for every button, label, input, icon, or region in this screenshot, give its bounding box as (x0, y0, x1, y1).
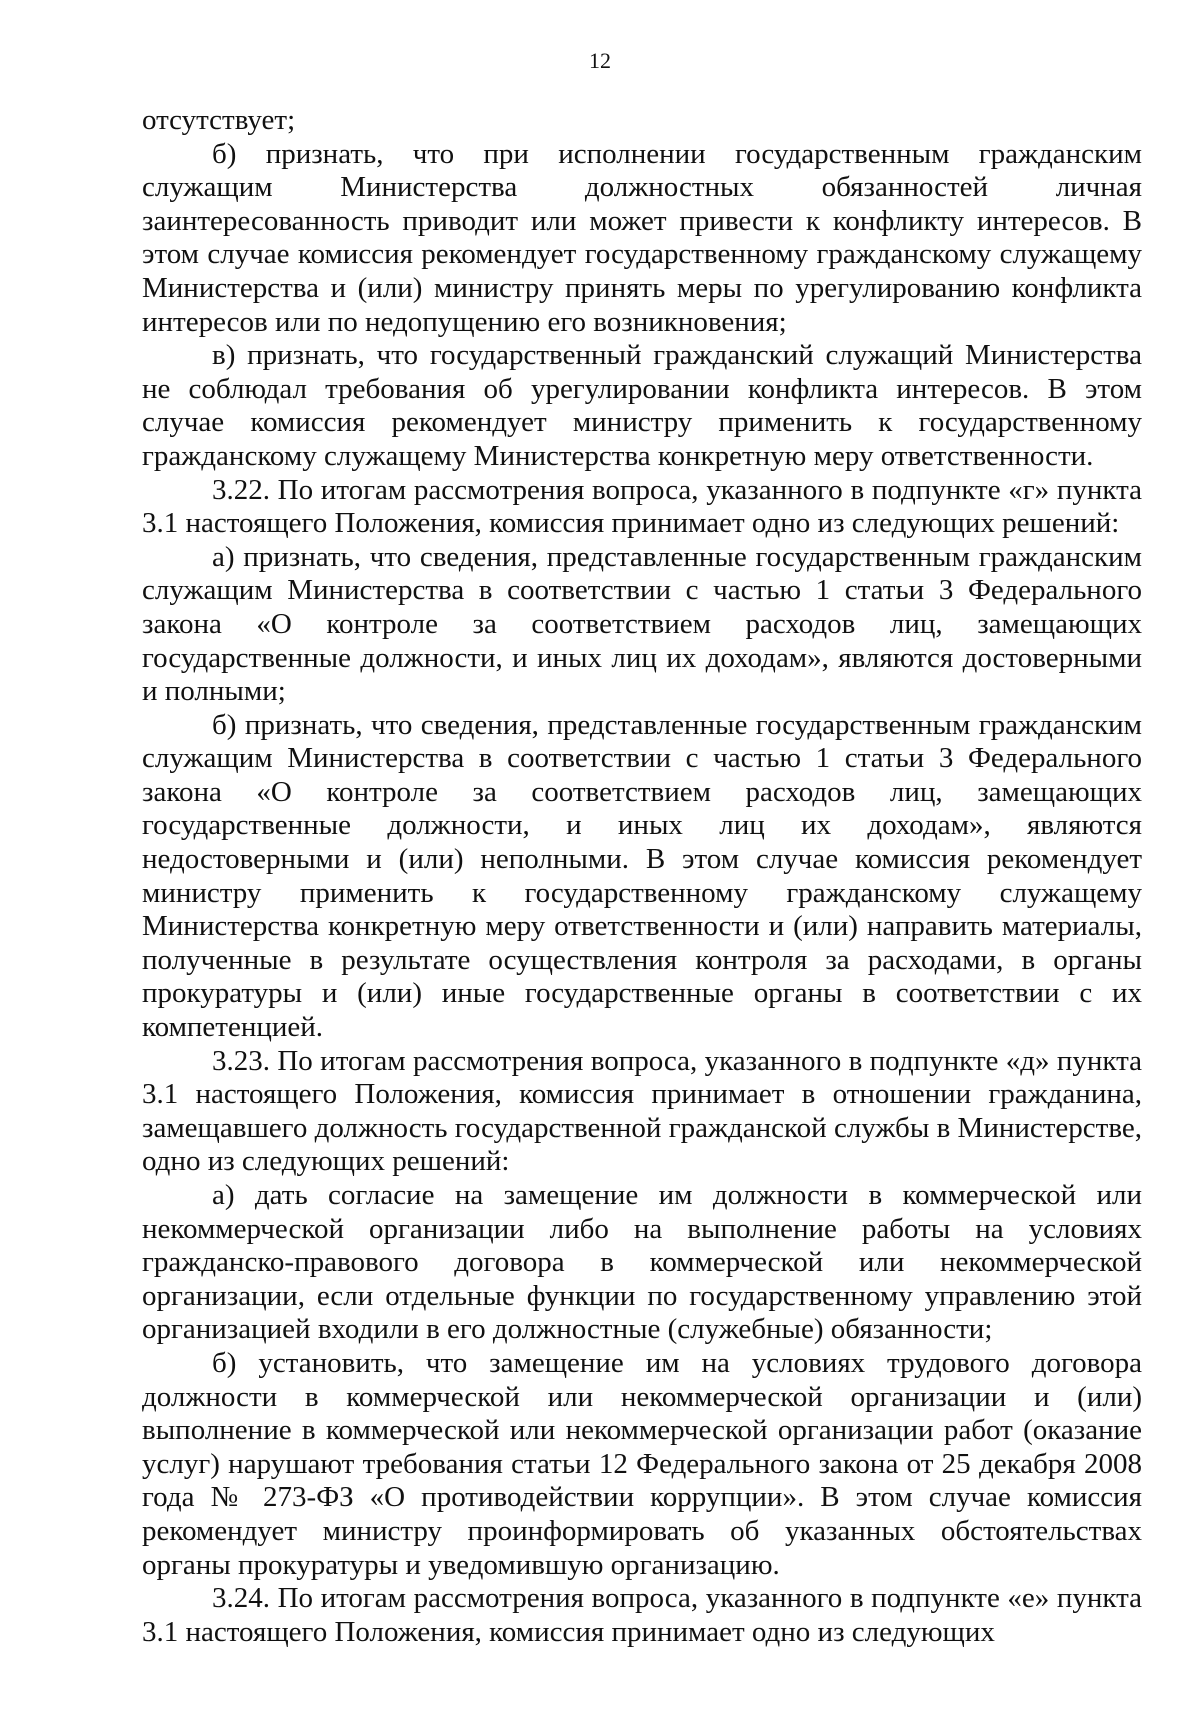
paragraph-continuation: отсутствует; (142, 104, 296, 136)
paragraph-3-22-item-a: а) признать, что сведения, представленные государственным гражданским служащим Министерства в соответствии с частью 1 статьи 3 Федерального закона «О контроле за соответствием расходов лиц, замещающих государственные должности, и иных лиц их доходам», являются достоверными и полными; (142, 540, 1142, 708)
page-number: 12 (589, 48, 611, 73)
paragraph-section-3-22: 3.22. По итогам рассмотрения вопроса, указанного в подпункте «г» пункта 3.1 настоящего Положения, комиссия принимает одно из следующих решений: (142, 473, 1142, 540)
paragraph-3-22-item-b: б) признать, что сведения, представленные государственным гражданским служащим Министерства в соответствии с частью 1 статьи 3 Федерального закона «О контроле за соответствием расходов лиц, замещающих государственные должности, и иных лиц их доходам», являются недостоверными и (или) неполными. В этом случае комиссия рекомендует министру применить к государственному гражданскому служащему Министерства конкретную меру ответственности и (или) направить материалы, полученные в результате осуществления контроля за расходами, в органы прокуратуры и (или) иные государственные органы в соответствии с их компетенцией. (142, 708, 1142, 1044)
paragraph-item-b-conflict: б) признать, что при исполнении государственным гражданским служащим Министерства должностных обязанностей личная заинтересованность приводит или может привести к конфликту интересов. В этом случае комиссия рекомендует государственному гражданскому служащему Министерства и (или) министру принять меры по урегулированию конфликта интересов или по недопущению его возникновения; (142, 137, 1142, 338)
paragraph-3-23-item-b: б) установить, что замещение им на условиях трудового договора должности в коммерческой или некоммерческой организации и (или) выполнение в коммерческой или некоммерческой организации работ (оказание услуг) нарушают требования статьи 12 Федерального закона от 25 декабря 2008 года № 273-ФЗ «О противодействии коррупции». В этом случае комиссия рекомендует министру проинформировать об указанных обстоятельствах органы прокуратуры и уведомившую организацию. (142, 1346, 1142, 1581)
document-body (142, 104, 1142, 1649)
paragraph-section-3-23: 3.23. По итогам рассмотрения вопроса, указанного в подпункте «д» пункта 3.1 настоящего Положения, комиссия принимает в отношении гражданина, замещавшего должность государственной гражданской службы в Министерстве, одно из следующих решений: (142, 1044, 1142, 1178)
paragraph-item-v-conflict: в) признать, что государственный гражданский служащий Министерства не соблюдал требования об урегулировании конфликта интересов. В этом случае комиссия рекомендует министру применить к государственному гражданскому служащему Министерства конкретную меру ответственности. (142, 339, 1142, 472)
paragraph-3-23-item-a: а) дать согласие на замещение им должности в коммерческой или некоммерческой организации либо на выполнение работы на условиях гражданско-правового договора в коммерческой или некоммерческой организации, если отдельные функции по государственному управлению этой организацией входили в его должностные (служебные) обязанности; (142, 1179, 1142, 1346)
paragraph-section-3-24: 3.24. По итогам рассмотрения вопроса, указанного в подпункте «е» пункта 3.1 настоящего Положения, комиссия принимает одно из следующих (142, 1582, 1142, 1648)
